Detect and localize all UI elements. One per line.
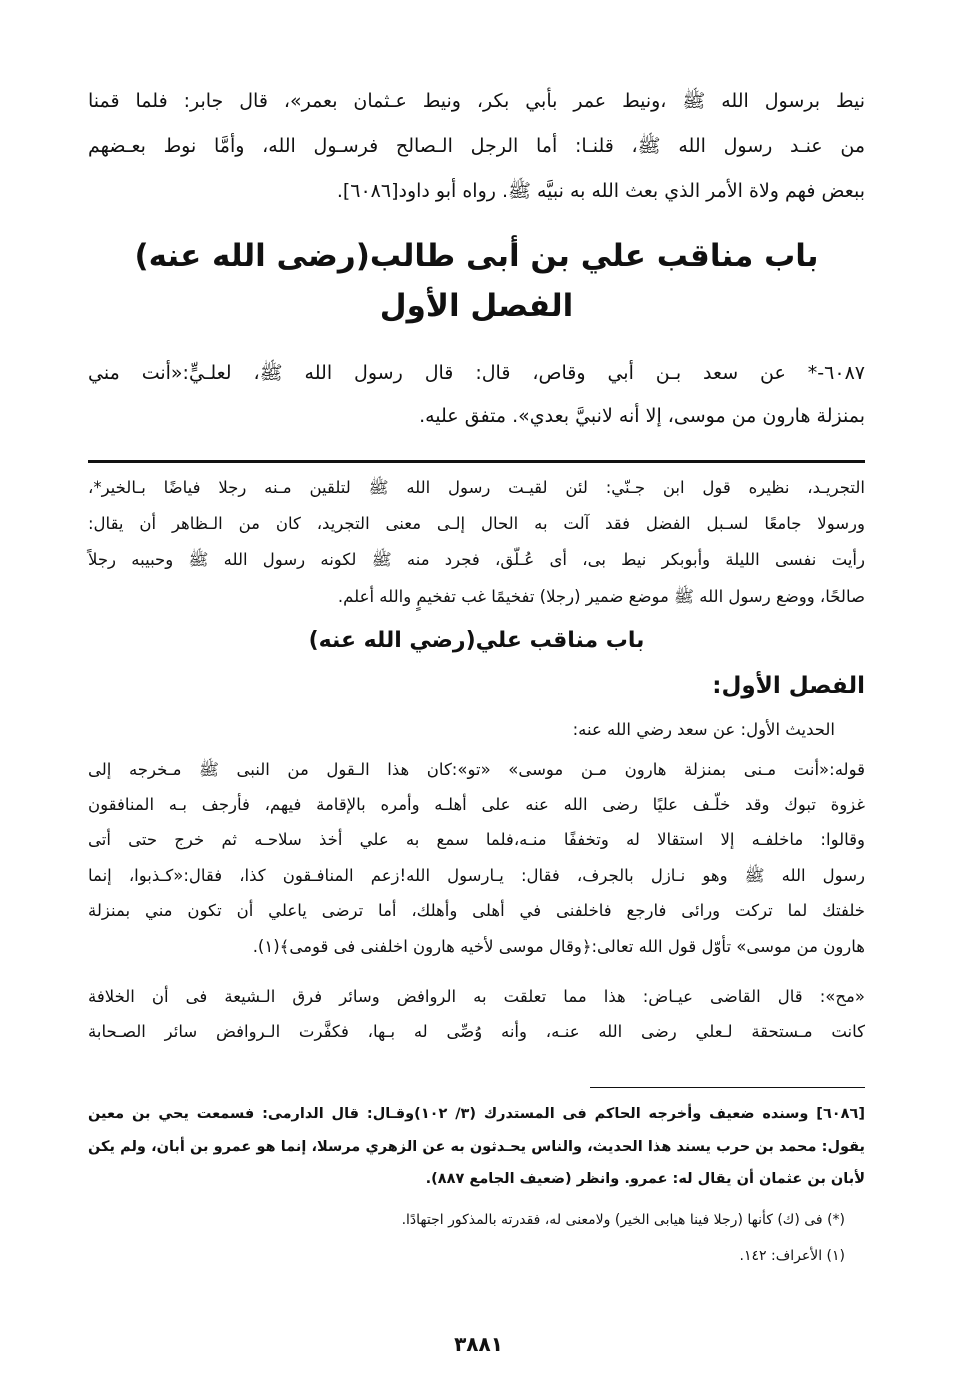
page-number: ٣٨٨١: [454, 1332, 503, 1356]
text-line: ببعض فهم ولاة الأمر الذي بعث الله به نبيَّه ﷺ. رواه أبو داود[٦٠٨٦].: [336, 180, 865, 202]
explanation-line: قوله:«أنت مـنى بمنزلة هارون مـن موسى» «تو»:كان هذا الـقول من النبى ﷺ مـخرجه إلى: [88, 760, 865, 779]
commentary-line: صالحًا، ووضع رسول الله ﷺ موضع ضمير (رجلا) تفخيمًا غب تفخيمٍ والله أعلم.: [337, 587, 865, 606]
explanation-line: وقالوا: ماخلفـه إلا استقالا له وتخففًا منـه،فلما سمع به علي أخذ سلاحـه ثم خرج حتى أتى: [88, 830, 865, 849]
commentary-chapter-title: باب مناقب علي(رضي الله عنه): [308, 628, 645, 653]
footnote-line: لأبان بن عثمان أن يقال له: عمرو. وانظر (ضعيف الجامع ٨٨٧).: [425, 1171, 865, 1187]
text-line: نيط برسول الله ﷺ ،ونيط عمر بأبي بكر، ونيط عـثمان بعمر»، قال جابر: فلما قمنا: [88, 90, 865, 112]
explanation-line: هارون من موسى» تأوّل قول الله تعالى:﴿وقال موسى لأخيه هارون اخلفنى فى قومى﴾(١).: [252, 937, 865, 956]
text-line: من عنـد رسول الله ﷺ، قلنـا: أما الرجل الـصالح فرسـول الله، وأمَّا نوط بعـضهم: [88, 135, 865, 157]
divider-rule: [88, 460, 865, 463]
explanation-line: خلفتك لما تركت ورائى فارجع فاخلفنى في أهلى وأهلك، أما ترضى ياعلي أن تكون مني بمنزلة: [88, 901, 865, 920]
qadi-line: كانت مـستحقة لـعلي رضى الله عنـه، وأنه وُصِّى له بـها، فكفَّرت الـروافض سائر الصـحابة: [88, 1022, 865, 1041]
section-title: الفصل الأول: [379, 288, 574, 324]
explanation-line: رسول الله ﷺ وهو نـازل بالجرف، فقال: يـارسول الله!زعم المنافـقون كذا، فقال:«كـذبوا، إنما: [88, 866, 865, 885]
commentary-line: ورسولا جامعًا لسـبل الفضل فقد آلت به الحال إلـى معنى التجريد، كان من الـظاهر أن يقال:: [88, 514, 865, 533]
footnote-rule: [590, 1087, 865, 1088]
commentary-line: التجريـد، نظيره قول ابن جـنّي: لئن لقيـت رسول الله ﷺ لتلقين مـنه رجلا فياضًا بـالخير*،: [88, 478, 865, 497]
qadi-line: «مح»: قال القاضى عيـاض: هذا مما تعلقت به الروافض وسائر فرق الـشيعة فى أن الخلافة: [88, 987, 865, 1006]
footnote-line: [٦٠٨٦] وسنده ضعيف وأخرجه الحاكم فى المستدرك (٣/ ١٠٢)وقـال: قال الدارمى: فسمعت يحي بن معين: [88, 1106, 865, 1122]
footnote-star: (*) فى (ك) كأنها (رجلا فينا هيابى الخير) ولامعنى له، فقدرته بالمذكور اجتهادًا.: [401, 1212, 845, 1228]
chapter-title: باب مناقب علي بن أبى طالب(رضى الله عنه): [134, 238, 819, 274]
first-hadith-label: الحديث الأول: عن سعد رضي الله عنه:: [572, 720, 835, 739]
commentary-section-title: الفصل الأول:: [712, 673, 865, 699]
hadith-line: ٦٠٨٧-* عن سعد بـن أبي وقاص، قال: قال رسول الله ﷺ، لعلـيٍّ:«أنت مني: [88, 362, 865, 384]
commentary-line: رأيت نفسى الليلة وأبوبكر نيط بى، أى عُـلّق، فجرد منه ﷺ لكونه رسول الله ﷺ وحبيبه رجلاً: [88, 550, 865, 569]
hadith-line: بمنزلة هارون من موسى، إلا أنه لانبيَّ بعدي». متفق عليه.: [419, 405, 865, 427]
footnote-one: (١) الأعراف: ١٤٢.: [739, 1248, 845, 1264]
footnote-line: يقول: محمد بن حرب يسند هذا الحديث، والناس يحـدثون به عن الزهري مرسلا، إنما هو عمرو بن أبان، ولم يكن: [88, 1139, 865, 1155]
explanation-line: غزوة تبوك وقد خلّـف عليًا رضى الله عنه على أهلـه وأمره بالإقامة فيهم، فأرجف بـه المنافقون: [88, 795, 865, 814]
